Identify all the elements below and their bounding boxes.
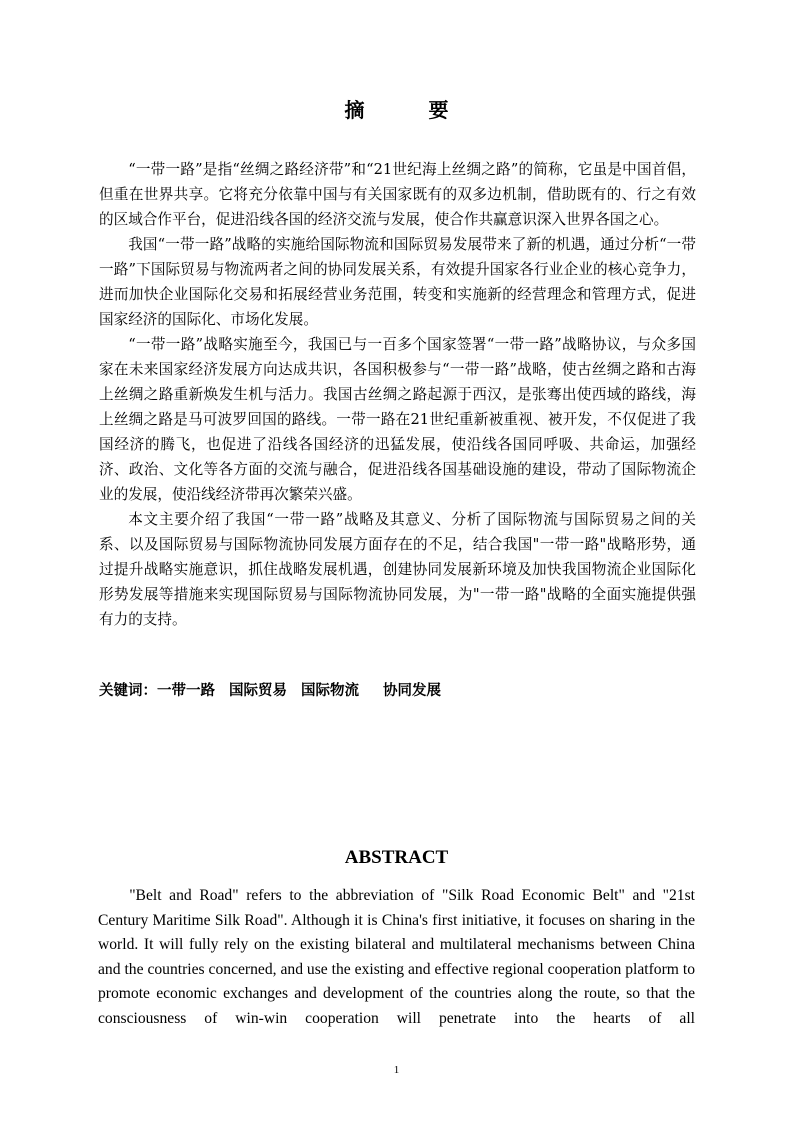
keywords-line [99,680,696,702]
abstract-paragraph-cn-3: “一带一路”战略实施至今，我国已与一百多个国家签署“一带一路”战略协议，与众多国家在未来国家经济发展方向达成共识，各国积极参与“一带一路”战略，使古丝绸之路和古海上丝绸之路重新焕发生机与活力。我国古丝绸之路起源于西汉，是张骞出使西域的路线，海上丝绸之路是马可波罗回国的路线。一带一路在21世纪重新被重视、被开发，不仅促进了我国经济的腾飞，也促进了沿线各国经济的迅猛发展，使沿线各国同呼吸、共命运，加强经济、政治、文化等各方面的交流与融合，促进沿线各国基础设施的建设，带动了国际物流企业的发展，使沿线经济带再次繁荣兴盛。 [99,336,696,503]
keyword-item: 一带一路 [157,683,215,699]
keywords-label: 关键词： [99,683,157,699]
keyword-item: 国际贸易 [229,683,287,699]
abstract-title-en: ABSTRACT [344,847,449,868]
keyword-item: 国际物流 [301,683,359,699]
abstract-title-cn: 摘 要 [344,98,471,122]
abstract-paragraph-cn-2: 我国“一带一路”战略的实施给国际物流和国际贸易发展带来了新的机遇，通过分析“一带一路”下国际贸易与物流两者之间的协同发展关系，有效提升国家各行业企业的核心竞争力，进而加快企业国际化交易和拓展经营业务范围，转变和实施新的经营理念和管理方式，促进国家经济的国际化、市场化发展。 [99,236,696,328]
abstract-body-cn [99,157,696,632]
keyword-item: 协同发展 [383,683,441,699]
page-number: 1 [393,1064,400,1076]
abstract-paragraph-cn-1: “一带一路”是指“丝绸之路经济带”和“21世纪海上丝绸之路”的简称，它虽是中国首倡，但重在世界共享。它将充分依靠中国与有关国家既有的双多边机制，借助既有的、行之有效的区域合作平台，促进沿线各国的经济交流与发展，使合作共赢意识深入世界各国之心。 [99,161,696,228]
abstract-paragraph-en-1: "Belt and Road" refers to the abbreviation of "Silk Road Economic Belt" and "21st Century Maritime Silk Road". Although it is China's first initiative, it focuses on sharing in the world. It will fully rely on the existing bilateral and multilateral mechanisms between China and the countries concerned, and use the existing and effective regional cooperation platform to promote economic exchanges and development of the countries along the route, so that the consciousness of win-win cooperation will penetrate into the hearts of all [98,887,695,1027]
abstract-body-en [98,884,695,1031]
abstract-paragraph-cn-4: 本文主要介绍了我国“一带一路”战略及其意义、分析了国际物流与国际贸易之间的关系、以及国际贸易与国际物流协同发展方面存在的不足，结合我国"一带一路"战略形势，通过提升战略实施意识，抓住战略发展机遇，创建协同发展新环境及加快我国物流企业国际化形势发展等措施来实现国际贸易与国际物流协同发展，为"一带一路"战略的全面实施提供强有力的支持。 [99,511,696,628]
